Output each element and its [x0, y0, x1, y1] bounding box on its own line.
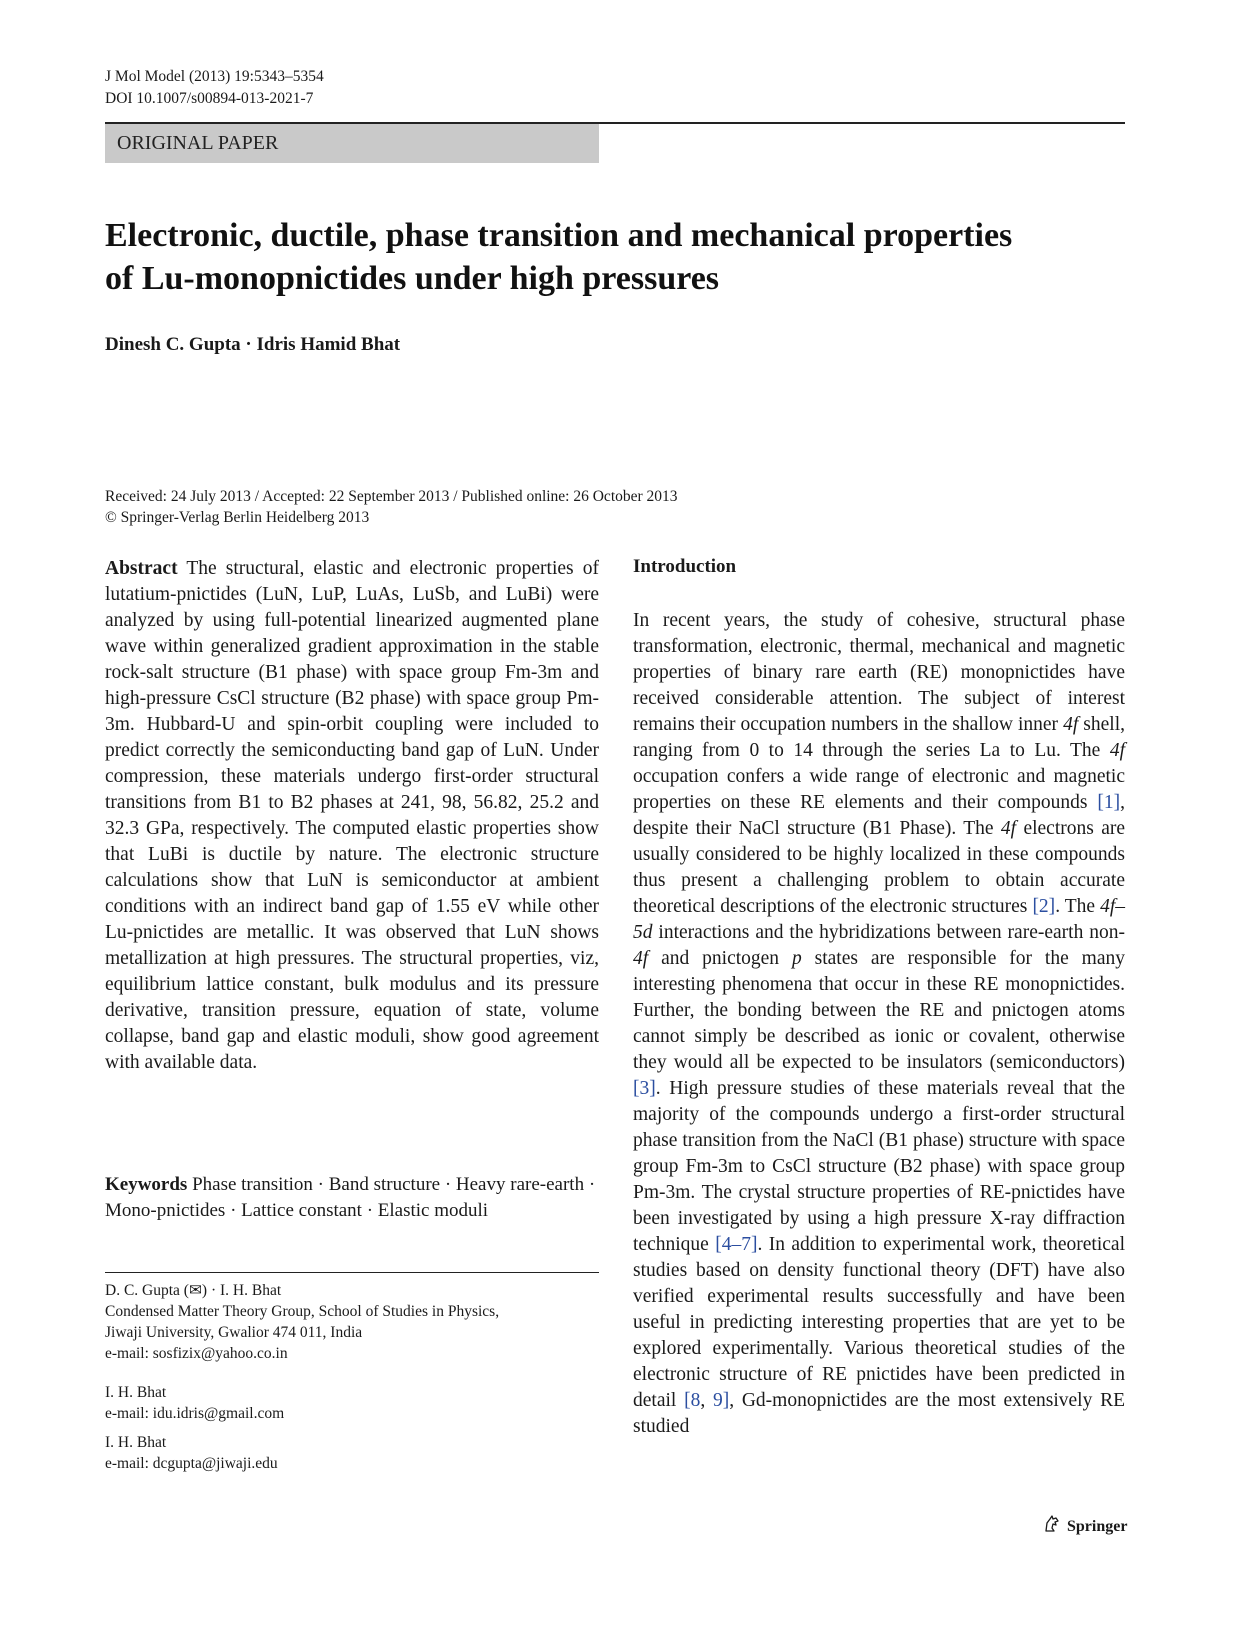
- copyright-line: © Springer-Verlag Berlin Heidelberg 2013: [105, 509, 370, 526]
- intro-text: , despite their NaCl structure (B1 Phase). The: [633, 792, 1125, 839]
- citation-link[interactable]: [4–7]: [715, 1234, 758, 1255]
- intro-text: In recent years, the study of cohesive, structural phase transformation, electronic, thermal, mechanical and magnetic properties of binary rare earth (RE) monopnictides have received considerable attention. The subject of interest remains their occupation numbers in the shallow inner: [633, 610, 1125, 735]
- affiliation-author: I. H. Bhat: [105, 1384, 167, 1401]
- keywords-heading: Keywords: [105, 1174, 188, 1195]
- publisher-logo: [1042, 1514, 1127, 1539]
- intro-text: . The: [1055, 896, 1101, 917]
- affiliation-email[interactable]: e-mail: idu.idris@gmail.com: [105, 1405, 285, 1422]
- intro-text: and pnictogen: [648, 948, 792, 969]
- intro-text: . High pressure studies of these materials reveal that the majority of the compounds undergo a first-order structural phase transition from the NaCl (B1 phase) structure with space group Fm-3m to CsCl structure (B2 phase) with space group Pm-3m. The crystal structure properties of RE-pnictides have been investigated by using a high pressure X-ray diffraction technique: [633, 1078, 1125, 1255]
- affiliation-group: Condensed Matter Theory Group, School of Studies in Physics,: [105, 1303, 500, 1320]
- intro-text: shell, ranging from 0 to 14 through the series La to Lu. The: [633, 714, 1125, 761]
- affiliation-author: I. H. Bhat: [105, 1434, 167, 1451]
- journal-citation: [105, 66, 324, 110]
- author-list: Dinesh C. Gupta · Idris Hamid Bhat: [105, 334, 401, 355]
- affiliation-address: Jiwaji University, Gwalior 474 011, India: [105, 1324, 363, 1341]
- springer-horse-icon: [1042, 1514, 1062, 1539]
- affiliation-block-3: [105, 1432, 599, 1474]
- keywords-text: Phase transition · Band structure · Heavy rare-earth · Mono-pnictides · Lattice constant · Elastic moduli: [105, 1174, 596, 1221]
- intro-text: interactions and the hybridizations between rare-earth non-: [652, 922, 1125, 943]
- orbital-symbol: 4f: [1063, 714, 1079, 735]
- publisher-name: Springer: [1067, 1517, 1128, 1535]
- title-line-1: Electronic, ductile, phase transition and mechanical properties: [105, 217, 1013, 254]
- intro-text: states are responsible for the many interesting phenomena that occur in these RE monopnictides. Further, the bonding between the RE and pnictogen atoms cannot simply be described as ionic or covalent, otherwise they would all be expected to be insulators (semiconductors): [633, 948, 1125, 1073]
- abstract: [105, 556, 599, 1076]
- doi-line: DOI 10.1007/s00894-013-2021-7: [105, 90, 314, 107]
- intro-text: , Gd-monopnictides are the most extensively RE studied: [633, 1390, 1125, 1437]
- paper-title: [105, 214, 1125, 300]
- title-line-2: of Lu-monopnictides under high pressures: [105, 260, 720, 297]
- abstract-text: The structural, elastic and electronic properties of lutatium-pnictides (LuN, LuP, LuAs, LuSb, and LuBi) were analyzed by using full-potential linearized augmented plane wave within generalized gradient approximation in the stable rock-salt structure (B1 phase) with space group Fm-3m and high-pressure CsCl structure (B2 phase) with space group Pm-3m. Hubbard-U and spin-orbit coupling were included to predict correctly the semiconducting band gap of LuN. Under compression, these materials undergo first-order structural transitions from B1 to B2 phases at 241, 98, 56.82, 25.2 and 32.3 GPa, respectively. The computed elastic properties show that LuBi is ductile by nature. The electronic structure calculations show that LuN is semiconductor at ambient conditions with an indirect band gap of 1.55 eV while other Lu-pnictides are metallic. It was observed that LuN shows metallization at high pressures. The structural properties, viz, equilibrium lattice constant, bulk modulus and its pressure derivative, transition pressure, equation of state, volume collapse, band gap and elastic moduli, show good agreement with available data.: [105, 558, 599, 1073]
- citation-link[interactable]: [8: [684, 1390, 701, 1411]
- orbital-symbol: 4f: [633, 948, 649, 969]
- affiliation-email[interactable]: e-mail: dcgupta@jiwaji.edu: [105, 1455, 278, 1472]
- intro-text: electrons are usually considered to be highly localized in these compounds thus present a challenging problem to obtain accurate theoretical descriptions of the electronic structures: [633, 818, 1125, 917]
- orbital-symbol: p: [791, 948, 802, 969]
- affiliation-email[interactable]: e-mail: sosfizix@yahoo.co.in: [105, 1345, 288, 1362]
- citation-link[interactable]: 9]: [712, 1390, 730, 1411]
- dates-line: Received: 24 July 2013 / Accepted: 22 September 2013 / Published online: 26 October 2013: [105, 488, 678, 505]
- affiliation-authors: D. C. Gupta (✉) · I. H. Bhat: [105, 1282, 282, 1299]
- orbital-symbol: 4f–5d: [633, 896, 1126, 943]
- citation-link[interactable]: [3]: [633, 1078, 656, 1099]
- citation-separator: ,: [700, 1390, 713, 1411]
- keywords: [105, 1172, 599, 1224]
- publication-dates: [105, 486, 678, 528]
- orbital-symbol: 4f: [1109, 740, 1125, 761]
- affiliation-block-1: [105, 1280, 599, 1364]
- abstract-heading: Abstract: [105, 558, 178, 579]
- section-tag: ORIGINAL PAPER: [105, 124, 599, 163]
- introduction-heading: Introduction: [633, 556, 737, 577]
- intro-text: occupation confers a wide range of electronic and magnetic properties on these RE elements and their compounds: [633, 766, 1125, 813]
- footnote-rule: [105, 1272, 599, 1273]
- introduction-text: [633, 608, 1125, 1440]
- affiliation-block-2: [105, 1382, 599, 1424]
- citation-link[interactable]: [2]: [1032, 896, 1056, 917]
- intro-text: . In addition to experimental work, theoretical studies based on density functional theory (DFT) have also verified experimental results successfully and have been useful in predicting interesting properties that are yet to be explored experimentally. Various theoretical studies of the electronic structure of RE pnictides have been predicted in detail: [633, 1234, 1125, 1411]
- journal-line: J Mol Model (2013) 19:5343–5354: [105, 68, 324, 85]
- citation-link[interactable]: [1]: [1097, 792, 1121, 813]
- orbital-symbol: 4f: [1000, 818, 1017, 839]
